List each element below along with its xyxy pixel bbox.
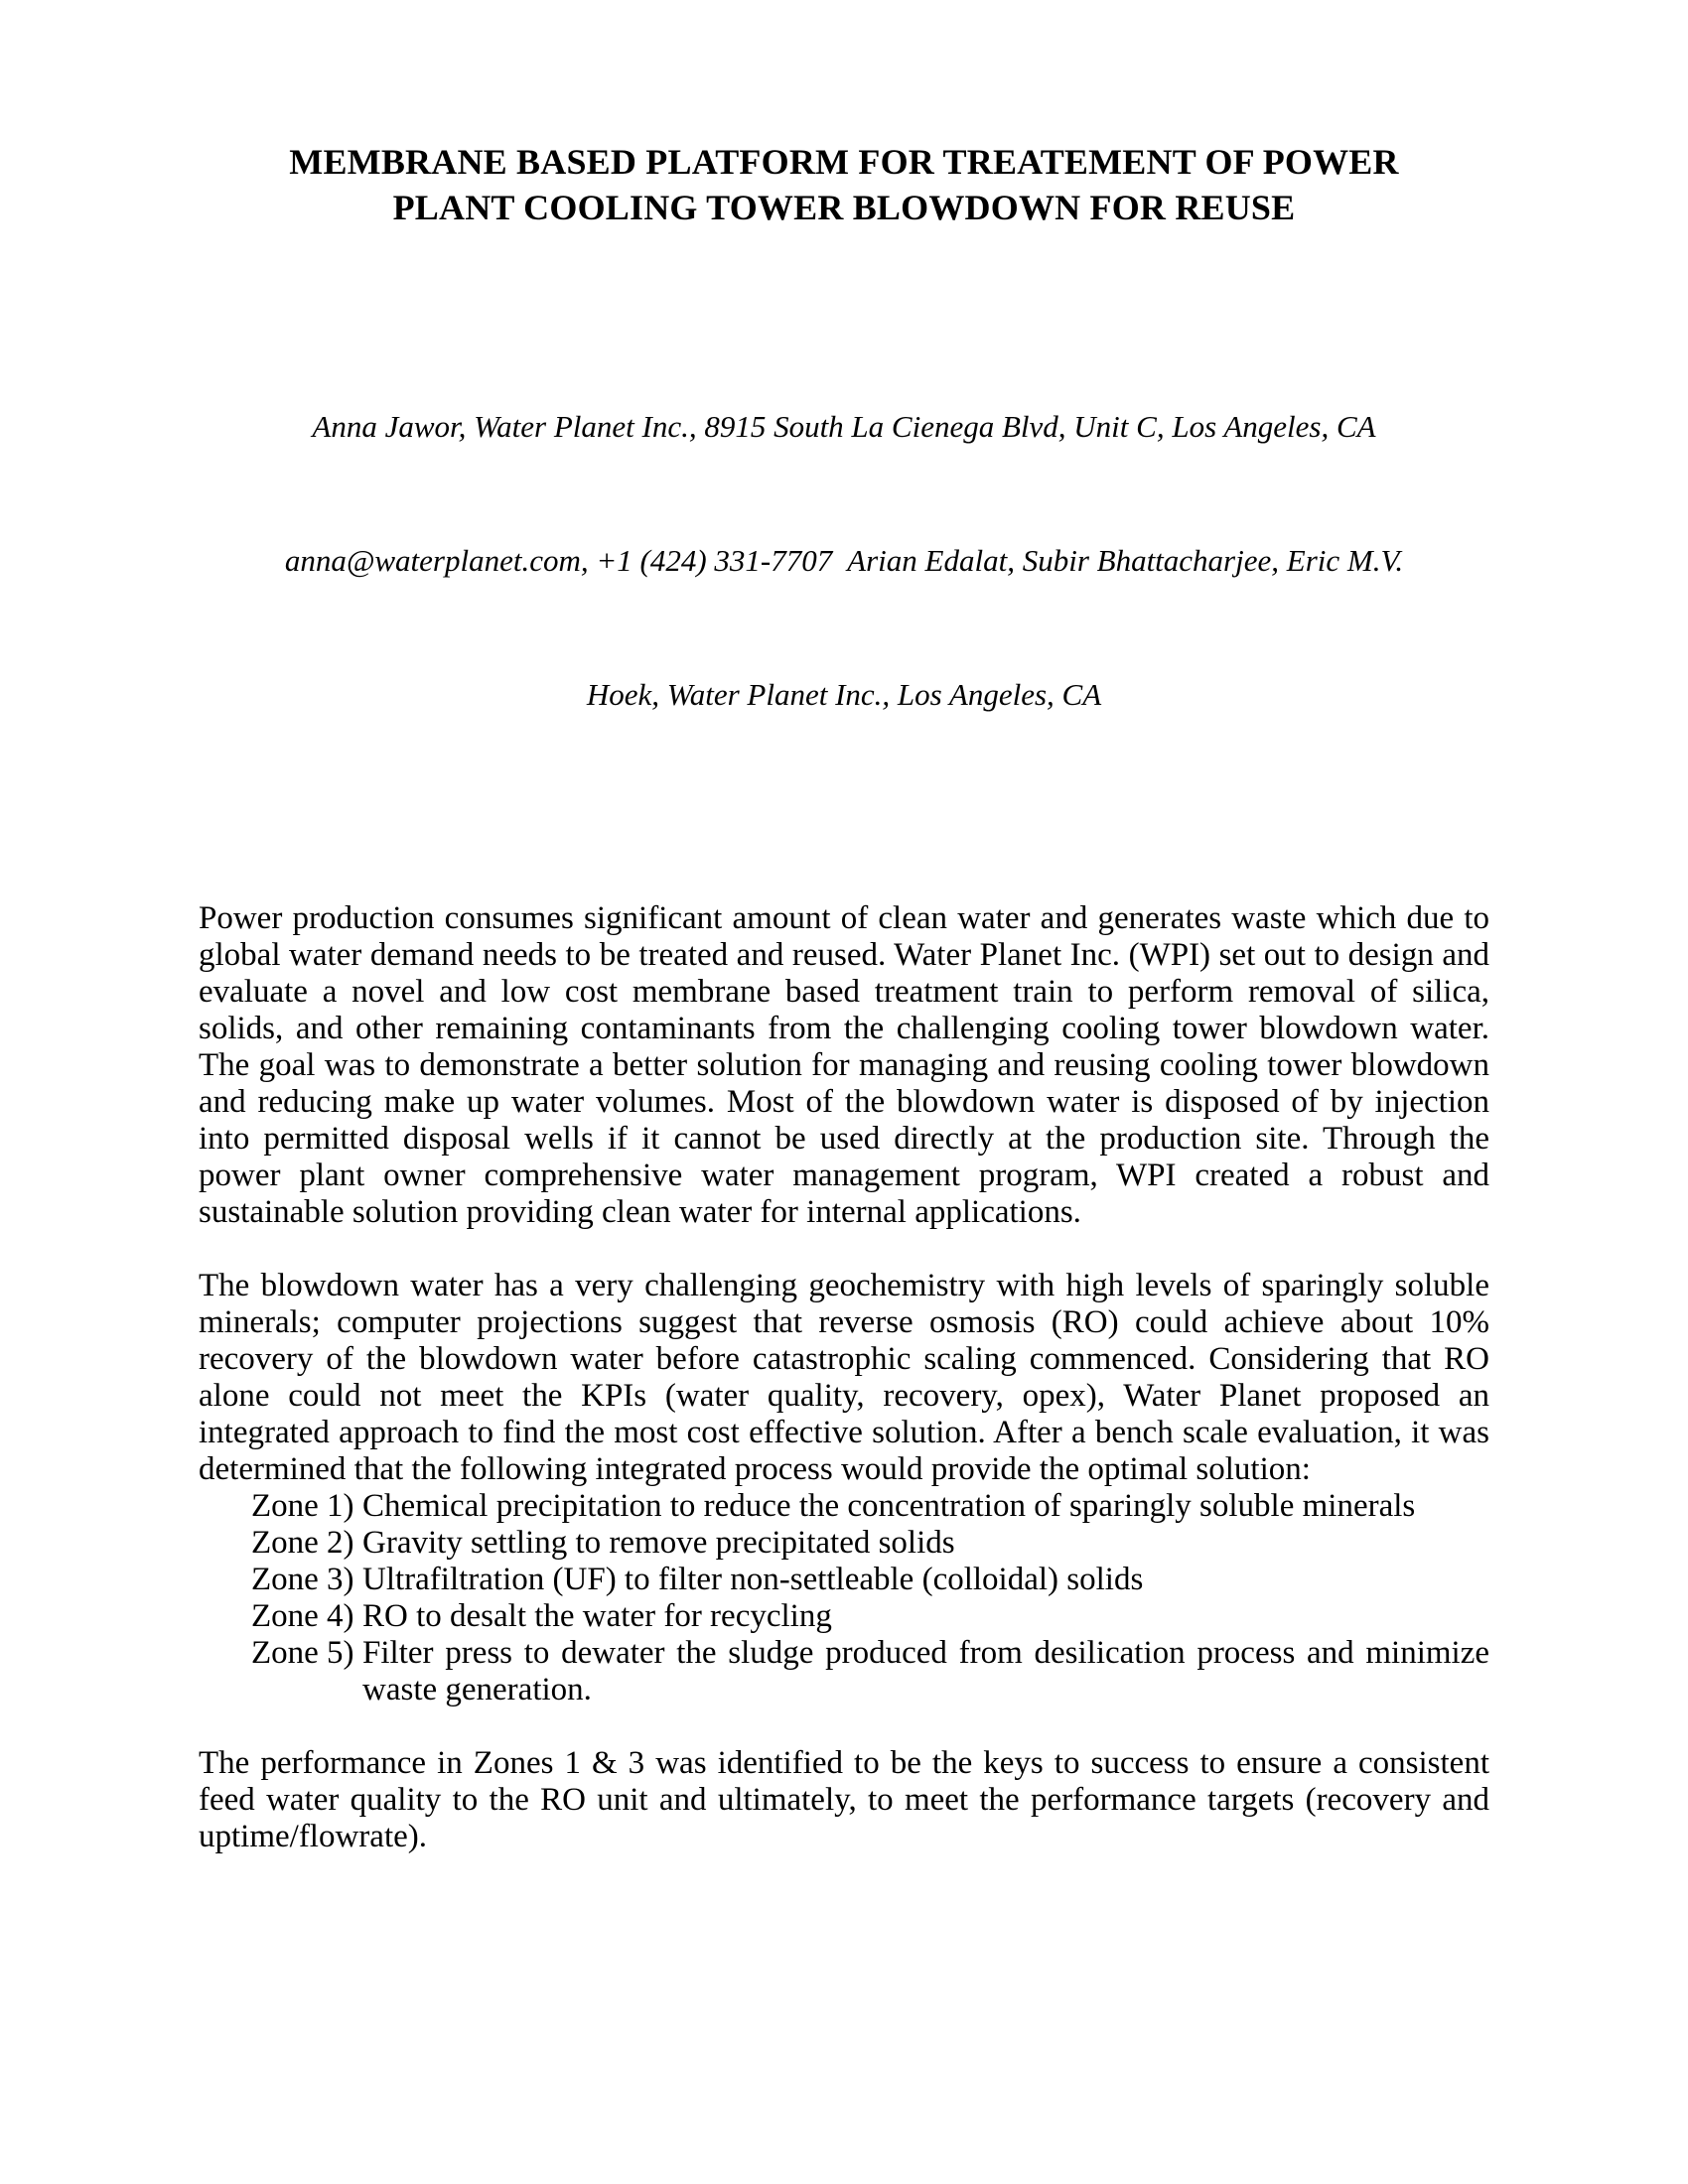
paragraph-overview: Power production consumes significant amount of clean water and generates waste which due to global water demand needs to be treated and reused. Water Planet Inc. (WPI) set out to design and evaluate a novel and low cost membrane based treatment train to perform removal of silica, solids, and other remaining contaminants from the challenging cooling tower blowdown water. The goal was to demonstrate a better solution for managing and reusing cooling tower blowdown and reducing make up water volumes. Most of the blowdown water is disposed of by injection into permitted disposal wells if it cannot be used directly at the production site. Through the power plant owner comprehensive water management program, WPI created a robust and sustainable solution providing clean water for internal applications.: [199, 900, 1489, 1230]
paragraph-geochemistry: The blowdown water has a very challenging geochemistry with high levels of sparingly soluble minerals; computer projections suggest that reverse osmosis (RO) could achieve about 10% recovery of the blowdown water before catastrophic scaling commenced. Considering that RO alone could not meet the KPIs (water quality, recovery, opex), Water Planet proposed an integrated approach to find the most cost effective solution. After a bench scale evaluation, it was determined that the following integrated process would provide the optimal solution:: [199, 1268, 1489, 1487]
zone-item-4: [199, 1598, 1489, 1635]
zone-2-text: Gravity settling to remove precipitated solids: [362, 1525, 955, 1561]
title-line-2: PLANT COOLING TOWER BLOWDOWN FOR REUSE: [392, 188, 1296, 227]
document-title: [199, 139, 1489, 230]
title-line-1: MEMBRANE BASED PLATFORM FOR TREATEMENT OF POWER: [289, 142, 1399, 182]
zone-item-1: [199, 1488, 1489, 1525]
zone-list: [199, 1488, 1489, 1708]
zone-3-text: Ultrafiltration (UF) to filter non-settleable (colloidal) solids: [362, 1562, 1144, 1597]
zone-5-text: Filter press to dewater the sludge produced from desilication process and minimize waste generation.: [362, 1635, 1489, 1707]
zone-4-label: Zone 4): [251, 1598, 354, 1634]
author-line-3: Hoek, Water Planet Inc., Los Angeles, CA: [586, 677, 1102, 712]
zone-2-label: Zone 2): [251, 1525, 354, 1561]
paragraph-performance: The performance in Zones 1 & 3 was identified to be the keys to success to ensure a consistent feed water quality to the RO unit and ultimately, to meet the performance targets (recovery and uptime/flowrate).: [199, 1745, 1489, 1854]
zone-3-label: Zone 3): [251, 1562, 354, 1597]
author-line-2: anna@waterplanet.com, +1 (424) 331-7707 Arian Edalat, Subir Bhattacharjee, Eric M.V.: [284, 543, 1404, 578]
zone-1-text: Chemical precipitation to reduce the concentration of sparingly soluble minerals: [362, 1488, 1416, 1524]
author-block: [199, 315, 1489, 806]
zone-4-text: RO to desalt the water for recycling: [362, 1598, 832, 1634]
zone-1-label: Zone 1): [251, 1488, 354, 1524]
zone-5-label: Zone 5): [251, 1635, 354, 1671]
zone-item-5: [199, 1635, 1489, 1708]
author-line-1: Anna Jawor, Water Planet Inc., 8915 South La Cienega Blvd, Unit C, Los Angeles, CA: [312, 409, 1376, 444]
zone-item-2: [199, 1525, 1489, 1562]
zone-item-3: [199, 1562, 1489, 1598]
